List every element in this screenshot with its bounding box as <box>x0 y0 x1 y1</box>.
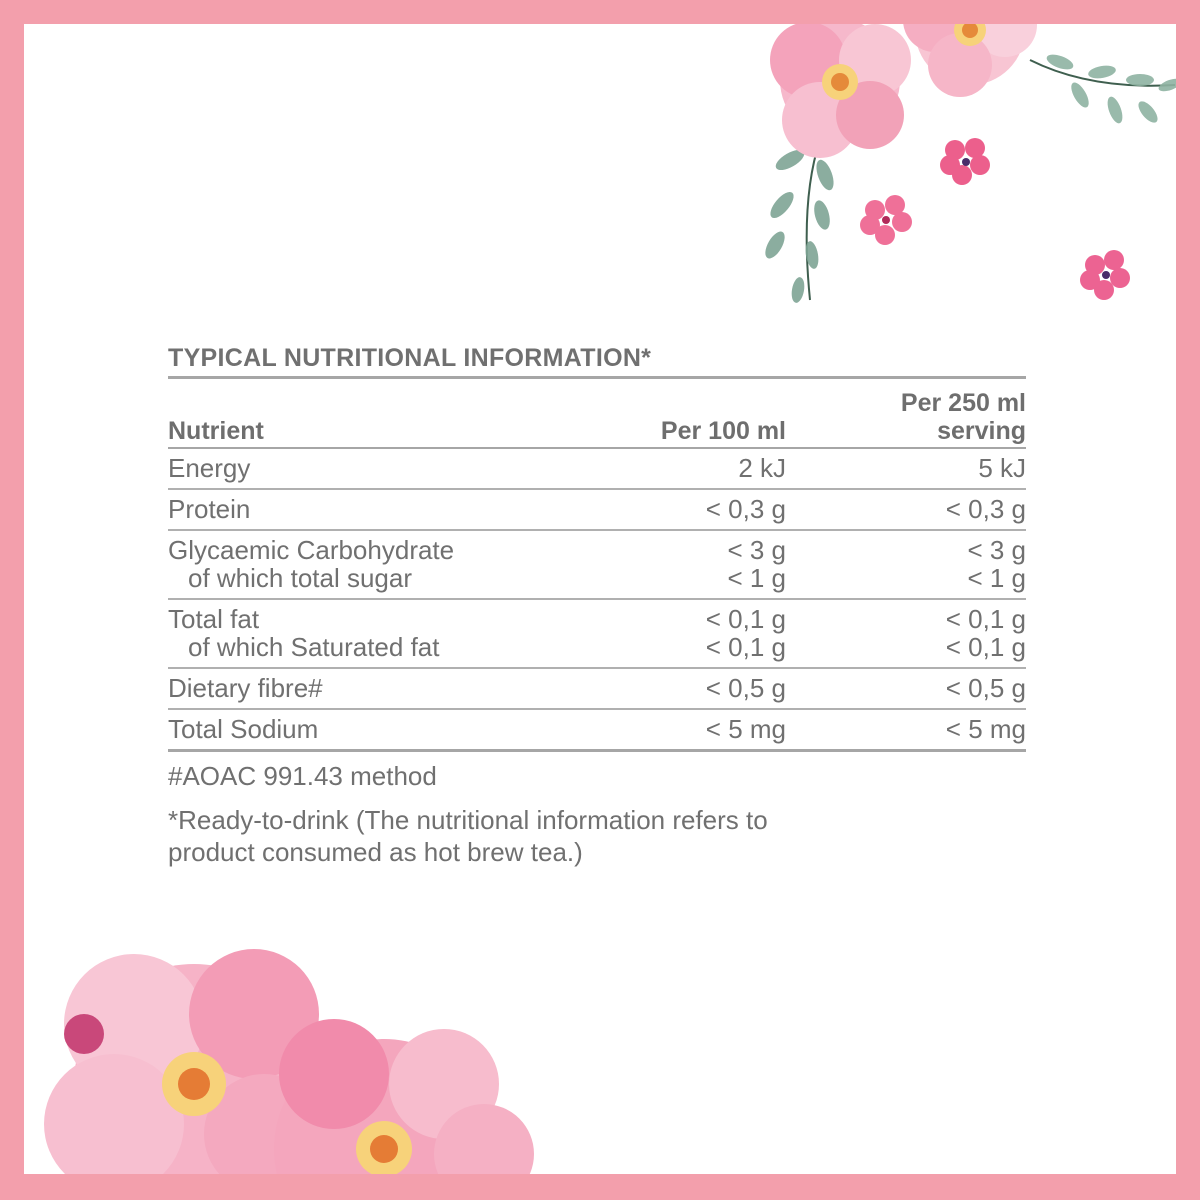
value-per-250ml: < 3 g <box>967 535 1026 565</box>
table-row <box>168 709 1026 751</box>
value-per-250ml-cell <box>786 530 1026 599</box>
small-blossom-icon <box>1080 250 1130 300</box>
table-row <box>168 668 1026 709</box>
nutrient-subname: of which Saturated fat <box>188 632 440 662</box>
table-row <box>168 448 1026 489</box>
nutrient-name: Protein <box>168 489 598 530</box>
value-per-100ml-cell <box>598 599 786 668</box>
value-per-100ml-cell <box>598 530 786 599</box>
value-per-250ml: < 0,5 g <box>786 668 1026 709</box>
footnote-method: #AOAC 991.43 method <box>168 761 437 791</box>
value-per-100ml: < 0,3 g <box>598 489 786 530</box>
nutrition-table <box>168 379 1026 752</box>
nutrient-subname: of which total sugar <box>188 563 413 593</box>
table-row <box>168 599 1026 668</box>
value-per-100ml: < 0,1 g <box>705 604 786 634</box>
nutrient-name-cell <box>168 599 598 668</box>
value-per-250ml-sub: < 0,1 g <box>945 632 1026 662</box>
table-row <box>168 530 1026 599</box>
value-per-250ml: < 5 mg <box>786 709 1026 751</box>
nutrient-name: Glycaemic Carbohydrate <box>168 535 455 565</box>
header-per-100ml: Per 100 ml <box>598 379 786 448</box>
value-per-250ml-sub: < 1 g <box>967 563 1026 593</box>
small-blossom-icon <box>940 138 990 185</box>
nutrition-card <box>168 340 1026 868</box>
nutrient-name: Total fat <box>168 604 260 634</box>
table-header-row <box>168 379 1026 448</box>
flower-icon <box>274 1019 534 1174</box>
value-per-250ml: 5 kJ <box>786 448 1026 489</box>
value-per-250ml: < 0,1 g <box>945 604 1026 634</box>
value-per-100ml: < 3 g <box>727 535 786 565</box>
value-per-100ml: < 0,5 g <box>598 668 786 709</box>
nutrition-title: TYPICAL NUTRITIONAL INFORMATION* <box>168 340 1026 379</box>
value-per-100ml: < 5 mg <box>598 709 786 751</box>
flower-decoration-top <box>730 24 1176 330</box>
value-per-250ml: < 0,3 g <box>786 489 1026 530</box>
value-per-100ml: 2 kJ <box>598 448 786 489</box>
nutrient-name-cell <box>168 530 598 599</box>
header-nutrient: Nutrient <box>168 379 598 448</box>
nutrient-name: Dietary fibre# <box>168 668 598 709</box>
flower-icon <box>903 24 1037 97</box>
label-panel <box>24 24 1176 1174</box>
large-flower-icon <box>770 24 911 158</box>
nutrient-name: Energy <box>168 448 598 489</box>
flower-decoration-bottom <box>24 934 584 1174</box>
value-per-250ml-cell <box>786 599 1026 668</box>
header-per-250ml: Per 250 ml serving <box>786 379 1026 448</box>
table-row <box>168 489 1026 530</box>
footnote-ready-to-drink: *Ready-to-drink (The nutritional information refers to product consumed as hot brew tea.) <box>168 805 768 867</box>
value-per-100ml-sub: < 0,1 g <box>705 632 786 662</box>
nutrient-name: Total Sodium <box>168 709 598 751</box>
value-per-100ml-sub: < 1 g <box>727 563 786 593</box>
small-blossom-icon <box>860 195 912 245</box>
